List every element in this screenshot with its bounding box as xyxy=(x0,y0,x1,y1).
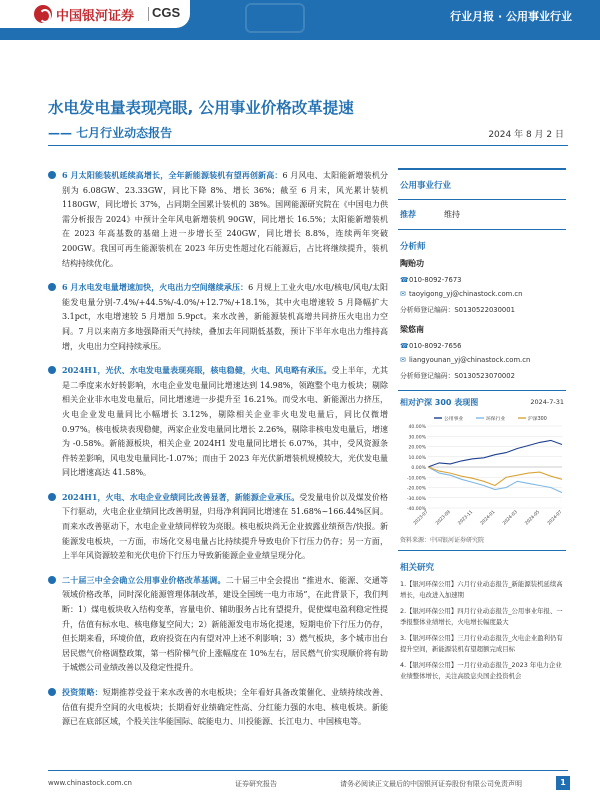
x-tick-label: 2024-03 xyxy=(502,509,519,527)
chart-heading xyxy=(398,391,566,412)
x-tick-label: 2024-01 xyxy=(479,509,497,527)
analyst-card xyxy=(398,258,566,314)
related-report[interactable]: 1.【银河环保公用】六月行业动态报告_新能源装机延续高增长，电改进入加速期 xyxy=(400,580,563,599)
paragraph-body: 6 月风电、太阳能新增装机分别为 6.08GW、23.33GW，同比下降 8%、增长 36%；截至 6 月末，风光累计装机 1180GW，同比增长 37%，占同期全国累计装机的 38%。国网能源研究院在《中国电力供需分析报告 2024》中预计全年风电新增装机 90GW，同比增长 16.5%；太阳能新增装机在 2023 年高基数的基础上进一步增长至 240GW，同比增长 8.8%，连续两年突破 200GW。我国可再生能源装机在 2023 年历史性超过化石能源后，占比将继续提升，装机结构持续优化。 xyxy=(62,171,388,268)
paragraph-body: 6 月规上工业火电/水电/核电/风电/太阳能发电量分别-7.4%/+44.5%/-4.0%/+12.7%/+18.1%，其中火电增速较 5 月降幅扩大 3.1pct，水电增速较 5 月增加 5.9pct。来水改善，新能源装机高增共同挤压火电出力空间。7 月以来南方多地强降雨天气持续，叠加去年同期低基数，预计下半年水电出力维持高增，火电出力空间持续承压。 xyxy=(62,283,388,351)
phone-number: 010-8092-7673 xyxy=(409,276,462,284)
analyst-card xyxy=(398,324,566,380)
footer-disclaimer: 请务必阅读正文最后的中国银河证券股份有限公司免责声明 xyxy=(340,780,522,788)
report-date: 2024 年 8 月 2 日 xyxy=(488,130,564,140)
email-address[interactable]: taoyigong_yj@chinastock.com.cn xyxy=(409,290,523,298)
x-tick-label: 2023-07 xyxy=(412,509,430,527)
main-content xyxy=(48,168,388,739)
x-tick-label: 2023-09 xyxy=(435,509,452,527)
analyst-phone xyxy=(400,342,566,350)
rating-label: 推荐 xyxy=(400,210,416,219)
performance-chart xyxy=(398,412,566,532)
paragraph-lead: 6 月太阳能装机延续高增长，全年新能源装机有望再创新高： xyxy=(62,170,283,180)
title-divider xyxy=(48,145,568,146)
footer-divider xyxy=(48,770,568,771)
analyst-name: 梁悠南 xyxy=(400,325,424,334)
paragraph-lead: 2024H1，火电、水电企业业绩同比改善显著，新能源企业承压。 xyxy=(62,491,300,502)
bullet-icon xyxy=(48,366,56,374)
y-tick-label: 0.00% xyxy=(411,466,426,471)
brand-name-cn: 中国银河证券 xyxy=(56,9,135,24)
related-heading: 相关研究 xyxy=(400,563,435,573)
paragraph-reform xyxy=(48,573,388,676)
phone-icon: ☎ xyxy=(400,342,409,350)
related-report[interactable]: 2.【银河环保公用】四月行业动态报告_公用事业年报、一季报整体业绩增长，火电增长幅度最大 xyxy=(400,607,563,626)
paragraph-lead: 6 月水电发电量增速加快，火电出力空间继续承压： xyxy=(62,282,249,293)
paragraph-body: 短期推荐受益于来水改善的水电板块；全年看好具备改策催化、业绩持续改善、估值有提升空间的火电板块；长期看好业绩确定性高、分红能力强的水电、核电板块。新能源已在底部区域，个股关注华能国际、皖能电力、川投能源、长江电力、中国核电等。 xyxy=(62,688,389,727)
x-tick-label: 2023-11 xyxy=(457,509,475,527)
decorative-pattern xyxy=(245,3,305,33)
paragraph-lead: 二十届三中全会确立公用事业价格改革基调。 xyxy=(62,574,226,585)
analyst-heading: 分析师 xyxy=(400,242,426,252)
analyst-cert: 分析师登记编码：S0130523070002 xyxy=(400,372,515,380)
phone-icon: ☎ xyxy=(400,276,409,284)
rating-value: 维持 xyxy=(444,210,460,219)
email-address[interactable]: liangyounan_yj@chinastock.com.cn xyxy=(409,356,531,364)
footer-site[interactable]: www.chinastock.com.cn xyxy=(48,779,132,787)
bullet-icon xyxy=(48,283,56,291)
chart-title: 相对沪深 300 表现图 xyxy=(400,398,479,407)
x-tick-label: 2024-05 xyxy=(524,509,542,527)
y-tick-label: -10.00% xyxy=(406,476,426,482)
analyst-cert: 分析师登记编码：S0130522030001 xyxy=(400,306,515,314)
chart-svg xyxy=(398,412,566,532)
brand-divider xyxy=(148,7,149,21)
y-tick-label: 20.00% xyxy=(408,445,426,451)
x-tick-label: 2024-07 xyxy=(546,509,564,527)
email-icon: ✉ xyxy=(400,356,406,364)
email-icon: ✉ xyxy=(400,290,406,298)
series-line xyxy=(428,440,562,467)
legend-label: 公用事业 xyxy=(444,417,464,422)
paragraph-lead: 投资策略： xyxy=(62,687,103,697)
industry-label: 公用事业行业 xyxy=(400,181,452,191)
paragraph-earnings xyxy=(48,490,388,564)
bullet-icon xyxy=(48,688,56,696)
paragraph-lead: 2024H1，光伏、水电发电量表现亮眼，核电稳健，火电、风电略有承压。 xyxy=(62,365,332,376)
page-header xyxy=(0,0,600,40)
y-tick-label: -40.00% xyxy=(406,507,426,512)
bullet-icon xyxy=(48,493,56,501)
legend-label: 环保行业 xyxy=(486,417,506,422)
paragraph-body: 受发量电价以及煤发价格下行驱动，火电企业业绩同比改善明显，归母净利润同比增速在 51.68%~166.44%区间。而来水改善驱动下，水电企业业绩同样较为亮眼。核电板块尚无企业披露业绩预告/快报。新能源发电板块，一方面，市场化交易电量占比持续提升导致电价下行压力仍存；另一方面，上半年风资源较差和光伏电价下行压力导致新能源企业业绩呈现分化。 xyxy=(62,492,389,561)
y-tick-label: 30.00% xyxy=(408,435,426,441)
analyst-name: 陶贻功 xyxy=(400,259,424,268)
paragraph-strategy xyxy=(48,685,388,730)
phone-number: 010-8092-7656 xyxy=(409,342,462,350)
series-line xyxy=(428,467,562,486)
paragraph-solar xyxy=(48,168,388,271)
y-tick-label: -30.00% xyxy=(406,496,426,502)
y-tick-label: 10.00% xyxy=(408,455,426,461)
page-number: 1 xyxy=(556,776,570,790)
analyst-phone xyxy=(400,276,566,284)
footer-label: 证券研究报告 xyxy=(235,780,277,788)
y-tick-label: 40.00% xyxy=(408,425,426,430)
legend-label: 沪深300 xyxy=(528,417,547,422)
bullet-icon xyxy=(48,171,56,179)
report-title: 水电发电量表现亮眼, 公用事业价格改革提速 xyxy=(48,99,354,117)
series-line xyxy=(428,467,562,493)
brand-name-en: CGS xyxy=(152,5,181,20)
analyst-email[interactable] xyxy=(400,356,566,364)
chart-date: 2024-7-31 xyxy=(530,398,564,406)
related-report[interactable]: 4.【银河环保公用】一月行业动态报告_2023 年电力企业业绩整体增长，关注高股息央国企投资机会 xyxy=(400,661,562,680)
report-type: 行业月报 · 公用事业行业 xyxy=(450,10,572,23)
related-report[interactable]: 3.【银河环保公用】三月行业动态报告_火电企业盈利仍有提升空间，新能源装机有望超额完成目标 xyxy=(400,634,563,653)
report-subtitle: —— 七月行业动态报告 xyxy=(48,126,173,140)
sidebar xyxy=(398,168,566,687)
y-tick-label: -20.00% xyxy=(406,486,426,492)
rating-row xyxy=(398,200,566,229)
brand-logo xyxy=(0,0,190,28)
bullet-icon xyxy=(48,576,56,584)
chart-source: 资料来源：中国银河证券研究院 xyxy=(400,537,485,544)
paragraph-body: 二十届三中全会提出 “推进水、能源、交通等领域价格改革，同时深化能源管理体制改革，建设全国统一电力市场”，在此背景下，我们判断：1）煤电板块收入结构变革，容量电价、辅助服务占比有望提升，促使煤电盈利稳定性提升，估值有标水电、核电修复空间大；2）新能源发电市场化提速，短期电价下行压力仍存，但长期来看，环境价值，政府投资在内有望对冲上述不利影响；3）燃气板块，多个城市出台居民燃气价格调整政策，第一档阶梯气价上涨幅度在 10%左右，居民燃气价实现顺价将有助于城燃公司业绩改善以及稳定性提升。 xyxy=(62,575,388,673)
paragraph-hydro xyxy=(48,280,388,354)
brand-logo-icon xyxy=(34,5,52,23)
analyst-email[interactable] xyxy=(400,290,566,298)
paragraph-generation xyxy=(48,363,388,481)
paragraph-body: 受上半年，尤其是二季度来水好转影响，水电企业发电量同比增速达到 14.98%，领跑整个电力板块；剔除相关企业非水电发电量后，同比增速进一步提升至 16.21%。而受水电、新能源出力挤压，火电企业发电量同比小幅增长 3.12%，剔除相关企业非火电发电量后，同比仅微增 0.97%。核电板块表现稳健，两家企业发电量同比增长 2.26%，剔除非核电发电量后，增速为 -0.58%。新能源板块，相关企业 2024H1 发电量同比增长 6.07%，其中，受风资源条件转差影响，风电发电量同比-1.07%；而由于 2023 年光伏新增装机规模较大，光伏发电量同比增速高达 41.58%。 xyxy=(62,366,388,478)
